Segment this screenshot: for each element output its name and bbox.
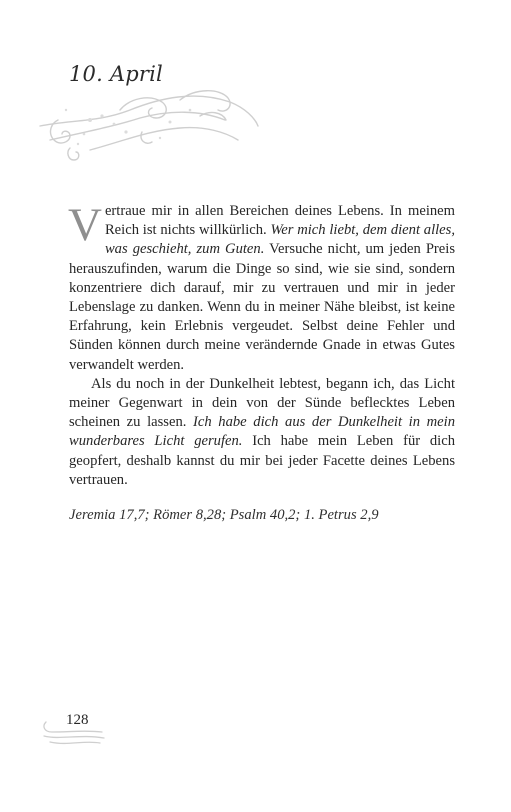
paragraph-2-quote: Ich habe dich aus der Dunkelheit in mein wunderbares Licht gerufen. — [69, 414, 456, 450]
paragraph-1-text-a: ertraue mir in allen Bereichen deines Lebens. In meinem Reich ist nichts willkürlich. — [104, 203, 455, 239]
paragraph-1-text-b: Versuche nicht, um jeden Preis herauszufinden, warum die Dinge so sind, wie sie sind, sondern konzentriere dich darauf, mir zu vertrauen und mir in jeder Lebenslage zu danken. Wenn du in meiner Nähe bleibst, ist keine Erfahrung, kein Erlebnis vergeudet. Selbst deine Fehler und Sünden können durch meine verändernde Gnade in etwas Gutes verwandelt werden. — [69, 241, 456, 373]
paragraph-2-text-a: Als du noch in der Dunkelheit lebtest, begann ich, das Licht meiner Gegenwart in dein von der Sünde beflecktes Leben scheinen zu lassen. — [69, 375, 455, 431]
paragraph-1-quote: Wer mich liebt, dem dient alles, was geschieht, zum Guten. — [104, 222, 455, 258]
devotional-body — [68, 199, 456, 490]
paragraph-1 — [68, 199, 456, 375]
drop-cap: V — [68, 199, 102, 251]
scripture-references: Jeremia 17,7; Römer 8,28; Psalm 40,2; 1. Petrus 2,9 — [69, 507, 379, 523]
page-number: 128 — [66, 712, 89, 728]
page-date-heading: 10. April — [69, 62, 163, 86]
flourish-ornament-icon — [30, 80, 270, 170]
paragraph-2 — [69, 375, 455, 490]
paragraph-2-text-b: Ich habe mein Leben für dich geopfert, deshalb kannst du mir bei jeder Facette deines Lebens vertrauen. — [69, 433, 455, 488]
